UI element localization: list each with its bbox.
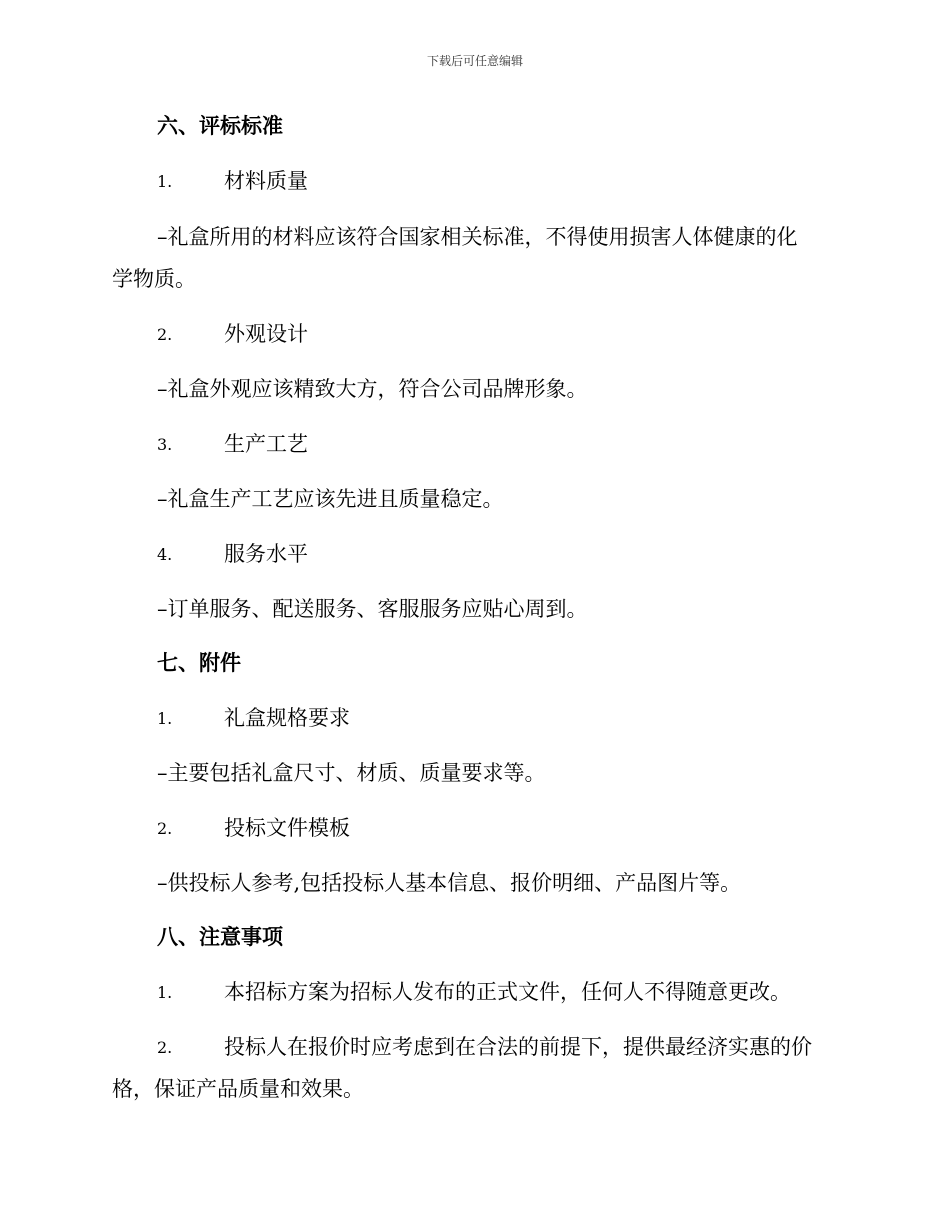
page-header: 下载后可任意编辑 xyxy=(426,54,523,68)
item-number: 2. xyxy=(157,819,173,838)
item-description: –订单服务、配送服务、客服服务应贴心周到。 xyxy=(157,597,588,621)
item-title: 服务水平 xyxy=(224,542,308,566)
item-number: 3. xyxy=(157,435,173,454)
item-title: 材料质量 xyxy=(224,169,308,193)
notice-text: 投标人在报价时应考虑到在合法的前提下，提供最经济实惠的价 xyxy=(224,1035,812,1059)
item-number: 4. xyxy=(157,545,173,564)
item-description-continued: 学物质。 xyxy=(112,267,196,291)
item-description: –礼盒外观应该精致大方，符合公司品牌形象。 xyxy=(157,377,588,401)
notice-text: 本招标方案为招标人发布的正式文件，任何人不得随意更改。 xyxy=(224,980,791,1004)
item-title: 外观设计 xyxy=(224,322,308,346)
section-heading: 七、附件 xyxy=(157,650,241,675)
section-heading: 六、评标标准 xyxy=(157,113,283,138)
section-heading: 八、注意事项 xyxy=(157,924,283,949)
item-title: 投标文件模板 xyxy=(224,816,350,840)
item-description: –礼盒所用的材料应该符合国家相关标准，不得使用损害人体健康的化 xyxy=(157,225,798,249)
item-title: 生产工艺 xyxy=(224,432,308,456)
item-number: 2. xyxy=(157,325,173,344)
item-title: 礼盒规格要求 xyxy=(224,706,350,730)
item-number: 1. xyxy=(157,983,173,1002)
notice-text-continued: 格，保证产品质量和效果。 xyxy=(112,1077,364,1101)
item-description: –主要包括礼盒尺寸、材质、质量要求等。 xyxy=(157,761,546,785)
item-number: 1. xyxy=(157,172,173,191)
item-number: 2. xyxy=(157,1038,173,1057)
item-number: 1. xyxy=(157,709,173,728)
item-description: –供投标人参考,包括投标人基本信息、报价明细、产品图片等。 xyxy=(157,871,742,895)
item-description: –礼盒生产工艺应该先进且质量稳定。 xyxy=(157,487,504,511)
